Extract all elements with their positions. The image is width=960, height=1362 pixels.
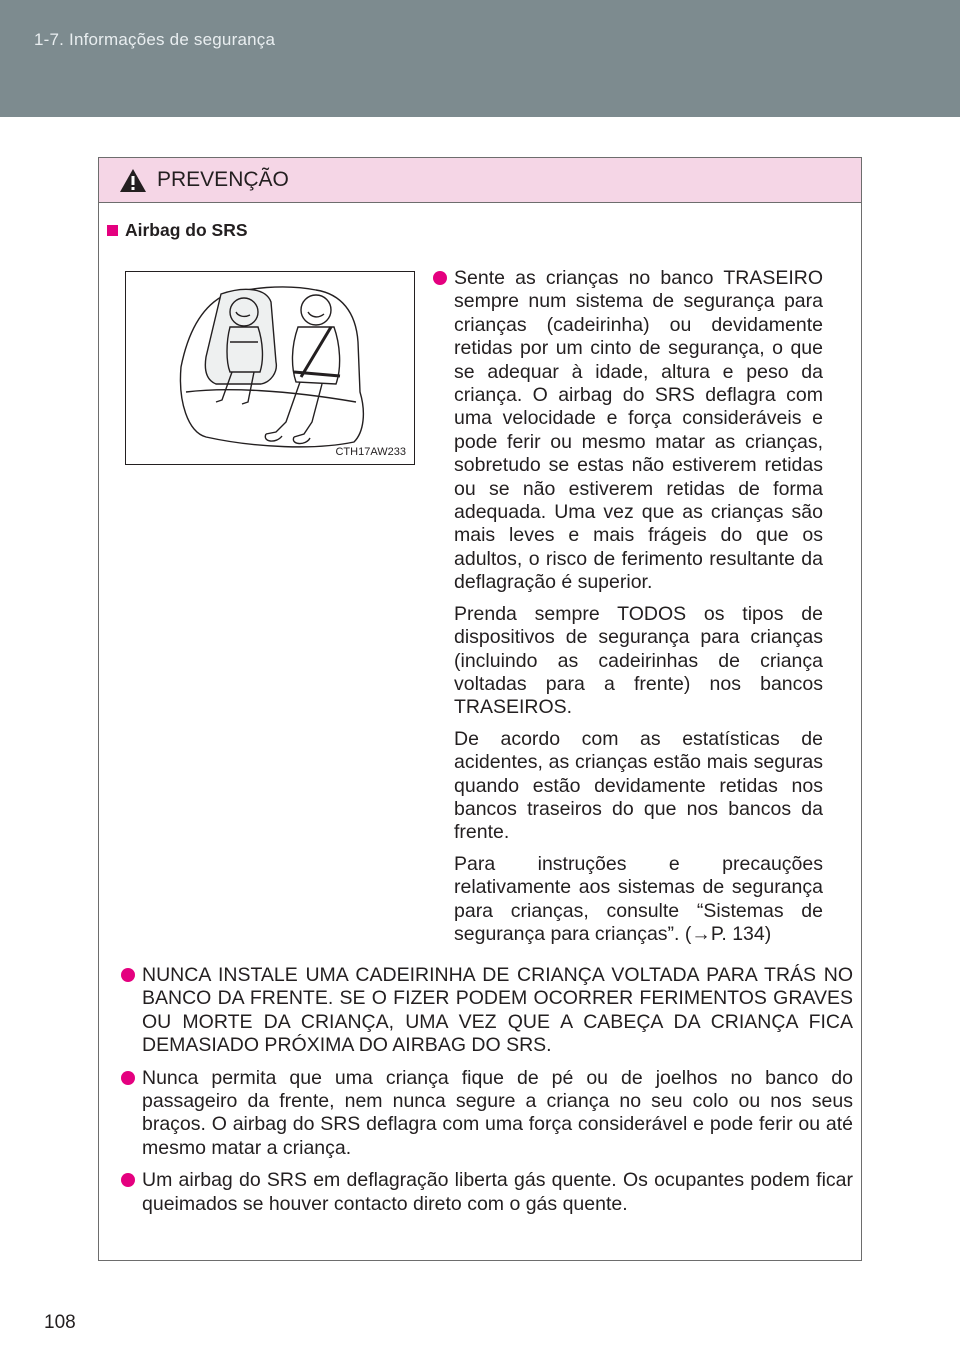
warning-title: PREVENÇÃO	[157, 168, 289, 191]
warning-header	[99, 158, 861, 203]
bullet-dot-icon	[121, 968, 135, 982]
children-in-rear-seat-image	[126, 272, 414, 464]
figure-code: CTH17AW233	[335, 446, 406, 458]
paragraph: Prenda sempre TODOS os tipos de dispositivos de segurança para crianças (incluindo as cadeirinhas de criança voltadas para a frente) nos bancos TRASEIROS.	[454, 602, 823, 719]
list-item	[121, 1169, 853, 1216]
list-item	[121, 1067, 853, 1161]
list-item	[121, 964, 853, 1058]
airbag-subheading	[107, 220, 248, 241]
bullet-dot-icon	[433, 271, 447, 285]
list-item	[433, 267, 823, 595]
bullet-text: NUNCA INSTALE UMA CADEIRINHA DE CRIANÇA VOLTADA PARA TRÁS NO BANCO DA FRENTE. SE O FIZER PODEM OCORRER FERIMENTOS GRAVES OU MORTE DA CRIANÇA, UMA VEZ QUE A CABEÇA DA CRIANÇA FICA DEMASIADO PRÓXIMA DO AIRBAG DO SRS.	[142, 964, 853, 1057]
warning-triangle-icon	[119, 168, 147, 193]
bottom-bullet-list	[121, 964, 853, 1225]
paragraph: De acordo com as estatísticas de acidentes, as crianças estão mais seguras quando estão devidamente retidas nos bancos traseiros do que nos bancos da frente.	[454, 727, 823, 844]
bullet-dot-icon	[121, 1071, 135, 1085]
bullet-text: Nunca permita que uma criança fique de pé ou de joelhos no banco do passageiro da frente, nem nunca segure a criança no seu colo ou nos seus braços. O airbag do SRS deflagra com uma força considerável e pode ferir ou até mesmo matar a criança.	[142, 1066, 853, 1159]
square-bullet-icon	[107, 225, 118, 236]
subheading-text: Airbag do SRS	[125, 220, 248, 240]
section-title: 1-7. Informações de segurança	[34, 30, 276, 49]
child-seat-illustration	[125, 271, 415, 465]
right-column-text	[433, 267, 823, 946]
paragraph: Para instruções e precauções relativamente aos sistemas de segurança para crianças, consulte “Sistemas de segurança para crianças”. (→P. 134)	[454, 852, 823, 945]
bullet-dot-icon	[121, 1173, 135, 1187]
bullet-text: Um airbag do SRS em deflagração liberta gás quente. Os ocupantes podem ficar queimados se houver contacto direto com o gás quente.	[142, 1169, 853, 1215]
page-number: 108	[44, 1312, 76, 1333]
warning-box	[98, 157, 862, 1261]
page-header	[0, 0, 960, 117]
bullet-text: Sente as crianças no banco TRASEIRO sempre num sistema de segurança para crianças (cadeirinha) ou devidamente retidas por um cinto de segurança, o que se adequar à idade, altura e peso da criança. O airbag do SRS deflagra com uma velocidade e força consideráveis e pode ferir ou mesmo matar as crianças, sobretudo se estas não estiverem retidas ou se não estiverem retidas de forma adequada. Uma vez que as crianças são mais leves e mais frágeis do que os adultos, o risco de ferimento resultante da deflagração é superior.	[454, 267, 823, 594]
